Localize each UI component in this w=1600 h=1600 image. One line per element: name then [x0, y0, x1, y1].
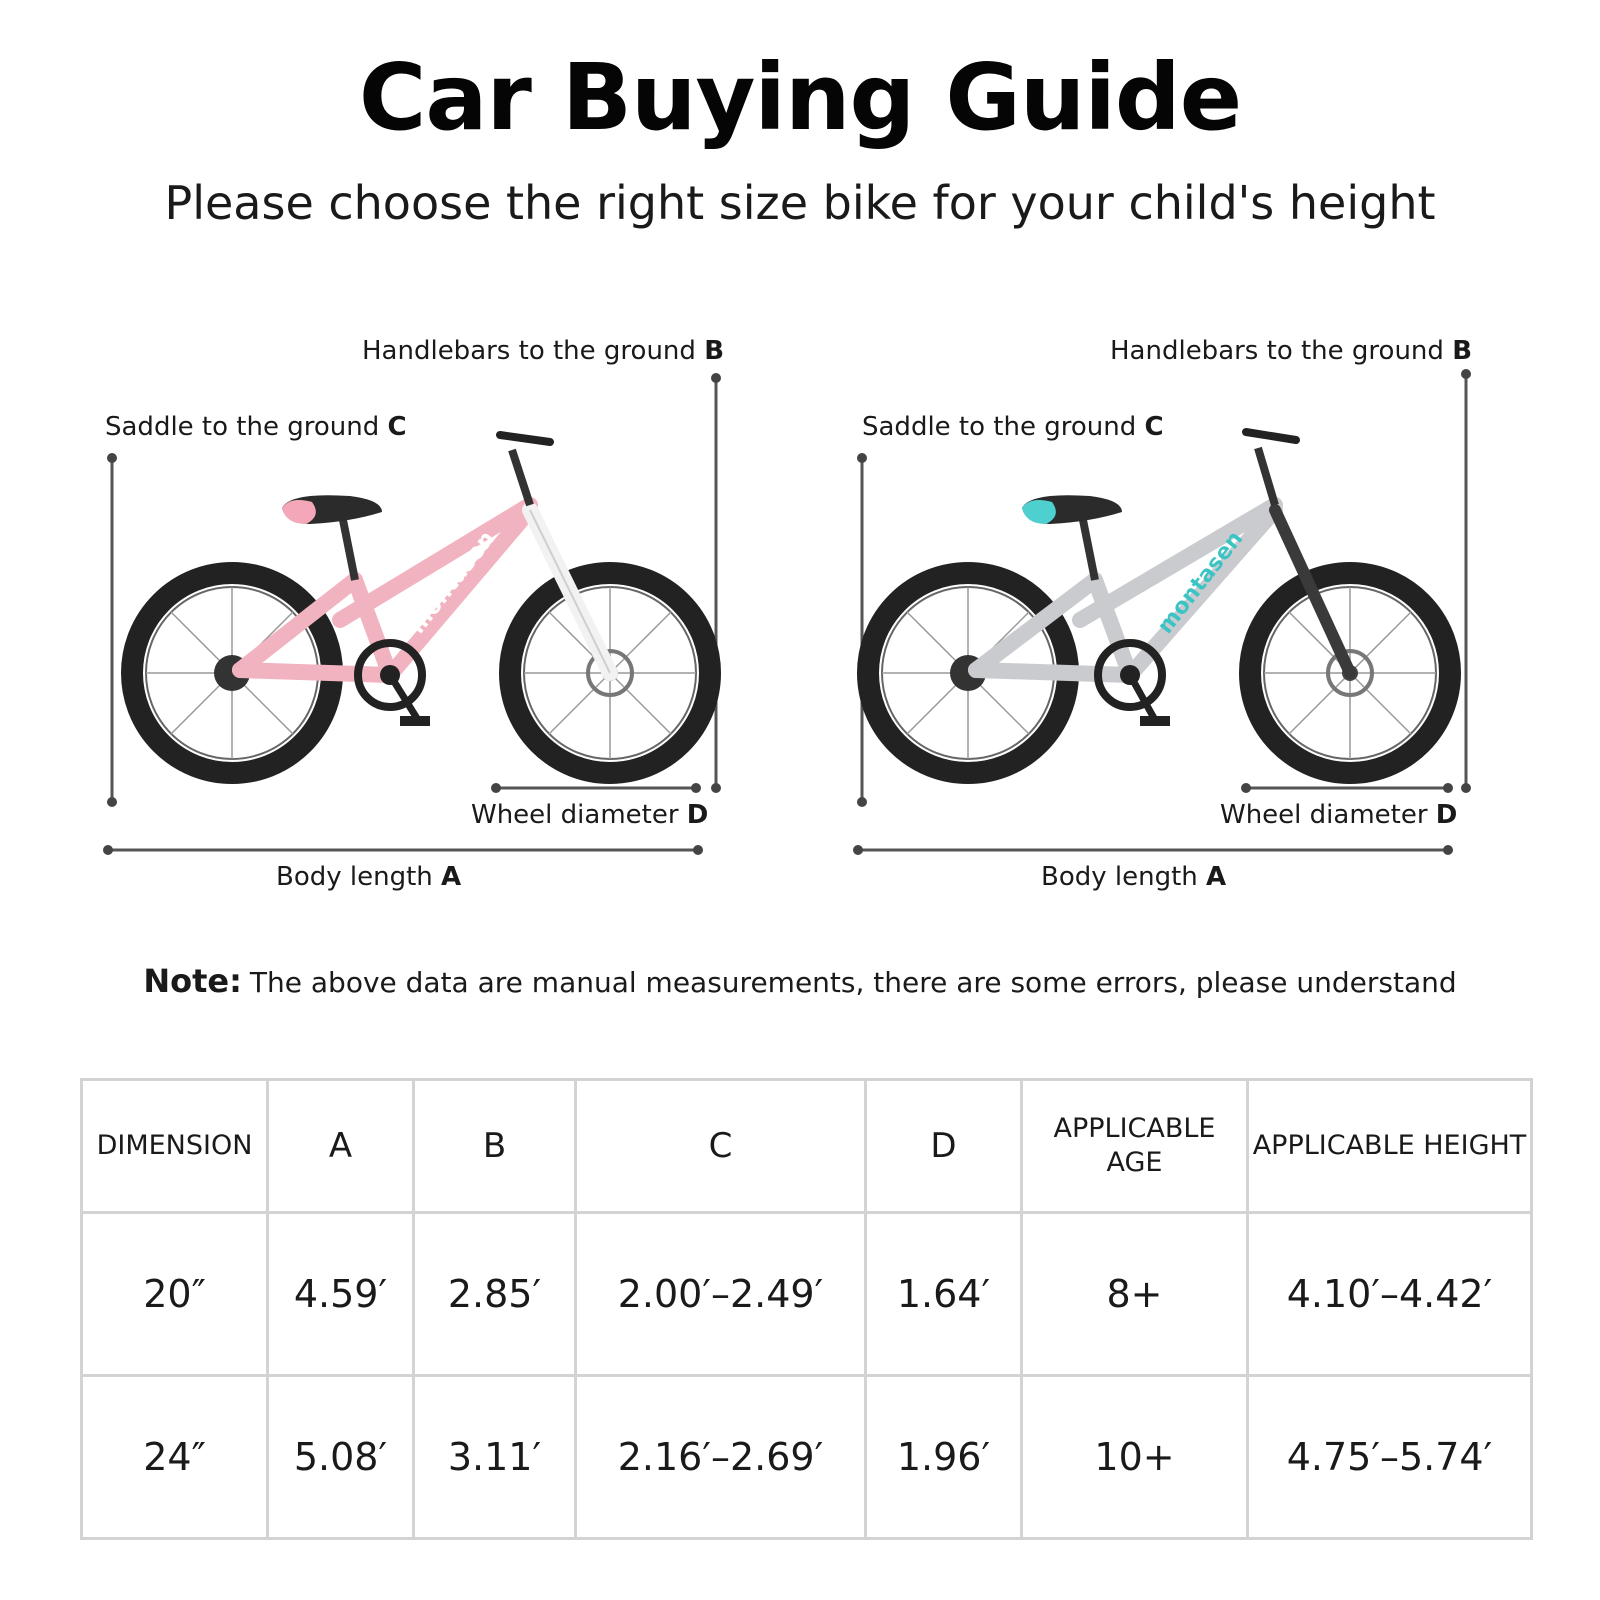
measurement-note: [0, 962, 1600, 1000]
saddle-label: Saddle to the ground C: [105, 412, 407, 442]
cell-height: 4.10′–4.42′: [1248, 1213, 1532, 1376]
wheel-diameter-label: Wheel diameter D: [1220, 800, 1458, 830]
bike-panel-silver: [850, 330, 1600, 930]
cell-c: 2.00′–2.49′: [576, 1213, 866, 1376]
page-subtitle: Please choose the right size bike for your child's height: [164, 176, 1436, 230]
note-key: Note:: [143, 962, 242, 1000]
cell-height: 4.75′–5.74′: [1248, 1376, 1532, 1539]
header-applicable-height: APPLICABLE HEIGHT: [1248, 1080, 1532, 1213]
svg-text:montasen: montasen: [1153, 526, 1249, 639]
bike-panel-pink: [100, 330, 860, 930]
header-d: D: [866, 1080, 1022, 1213]
cell-b: 3.11′: [414, 1376, 576, 1539]
cell-d: 1.64′: [866, 1213, 1022, 1376]
header-b: B: [414, 1080, 576, 1213]
svg-text:montasen: montasen: [405, 526, 501, 639]
body-length-label: Body length A: [1041, 862, 1227, 892]
cell-size: 20″: [82, 1213, 268, 1376]
handlebars-label: Handlebars to the ground B: [362, 336, 725, 366]
header-dimension: DIMENSION: [82, 1080, 268, 1213]
cell-age: 8+: [1022, 1213, 1248, 1376]
cell-size: 24″: [82, 1376, 268, 1539]
table-row: [82, 1213, 1532, 1376]
header-applicable-age: APPLICABLE AGE: [1022, 1080, 1248, 1213]
handlebars-label: Handlebars to the ground B: [1110, 336, 1473, 366]
note-text: The above data are manual measurements, there are some errors, please understand: [249, 966, 1457, 999]
size-chart-table: [80, 1078, 1533, 1540]
cell-d: 1.96′: [866, 1376, 1022, 1539]
page-title: Car Buying Guide: [358, 44, 1242, 151]
saddle-label: Saddle to the ground C: [862, 412, 1164, 442]
wheel-diameter-label: Wheel diameter D: [471, 800, 709, 830]
cell-b: 2.85′: [414, 1213, 576, 1376]
header-a: A: [268, 1080, 414, 1213]
cell-a: 4.59′: [268, 1213, 414, 1376]
table-header-row: [82, 1080, 1532, 1213]
body-length-label: Body length A: [276, 862, 462, 892]
table-row: [82, 1376, 1532, 1539]
cell-age: 10+: [1022, 1376, 1248, 1539]
cell-c: 2.16′–2.69′: [576, 1376, 866, 1539]
header-c: C: [576, 1080, 866, 1213]
cell-a: 5.08′: [268, 1376, 414, 1539]
